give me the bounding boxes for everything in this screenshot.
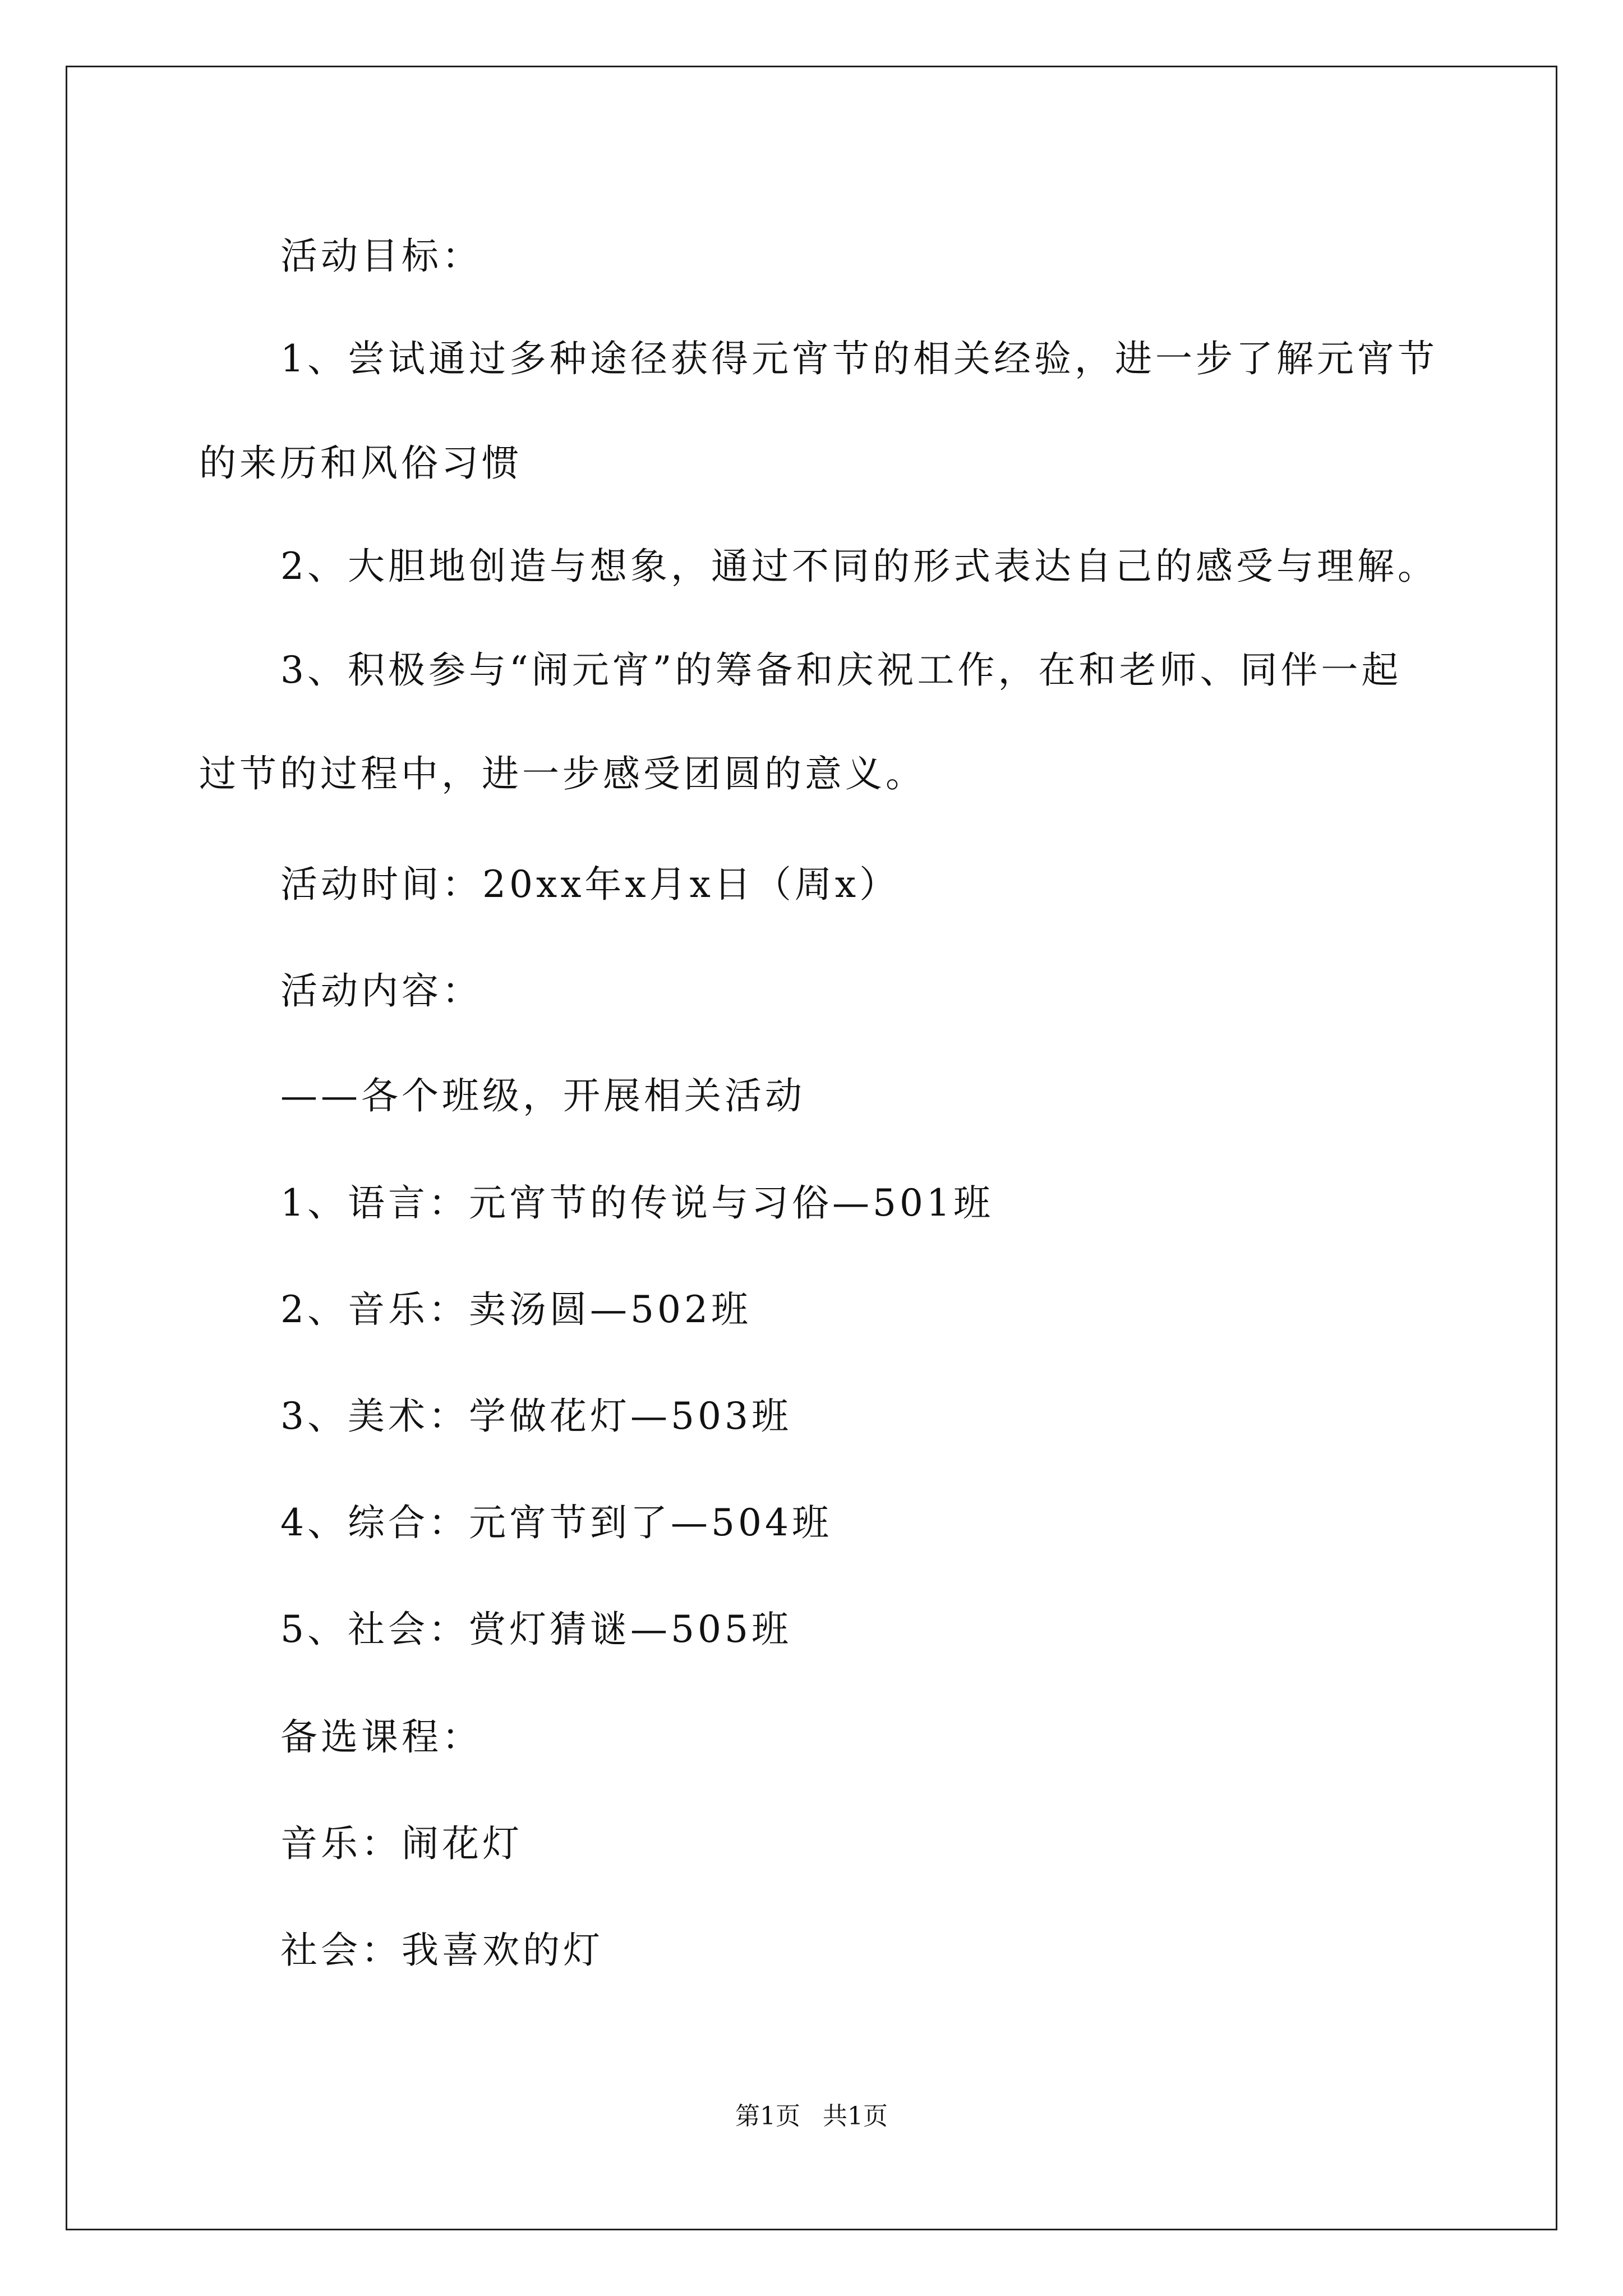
activity-item-4: 4、综合：元宵节到了—504班 <box>280 1501 832 1544</box>
page-footer <box>0 2101 1623 2132</box>
activity-time: 活动时间：20xx年x月x日（周x） <box>280 863 900 906</box>
page-number-current: 第1页 <box>735 2102 800 2131</box>
goal-1-line-1: 1、尝试通过多种途径获得元宵节的相关经验，进一步了解元宵节 <box>280 337 1438 380</box>
goal-3-line-1: 3、积极参与“闹元宵”的筹备和庆祝工作，在和老师、同伴一起 <box>280 648 1402 692</box>
activity-intro: ——各个班级，开展相关活动 <box>280 1074 805 1117</box>
optional-course-1: 音乐：闹花灯 <box>280 1822 523 1865</box>
activity-item-1: 1、语言：元宵节的传说与习俗—501班 <box>280 1181 994 1225</box>
goal-2: 2、大胆地创造与想象，通过不同的形式表达自己的感受与理解。 <box>280 545 1438 588</box>
heading-activity-goals: 活动目标： <box>280 234 482 278</box>
goal-1-line-2: 的来历和风俗习惯 <box>199 441 522 485</box>
activity-item-3: 3、美术：学做花灯—503班 <box>280 1395 792 1438</box>
page-number-total: 共1页 <box>823 2102 888 2131</box>
activity-item-5: 5、社会：赏灯猜谜—505班 <box>280 1608 792 1651</box>
page-border <box>66 66 1557 2230</box>
activity-item-2: 2、音乐：卖汤圆—502班 <box>280 1288 751 1331</box>
optional-course-2: 社会：我喜欢的灯 <box>280 1929 603 1972</box>
heading-activity-content: 活动内容： <box>280 969 482 1013</box>
goal-3-line-2: 过节的过程中，进一步感受团圆的意义。 <box>199 752 926 795</box>
heading-optional-courses: 备选课程： <box>280 1715 482 1759</box>
